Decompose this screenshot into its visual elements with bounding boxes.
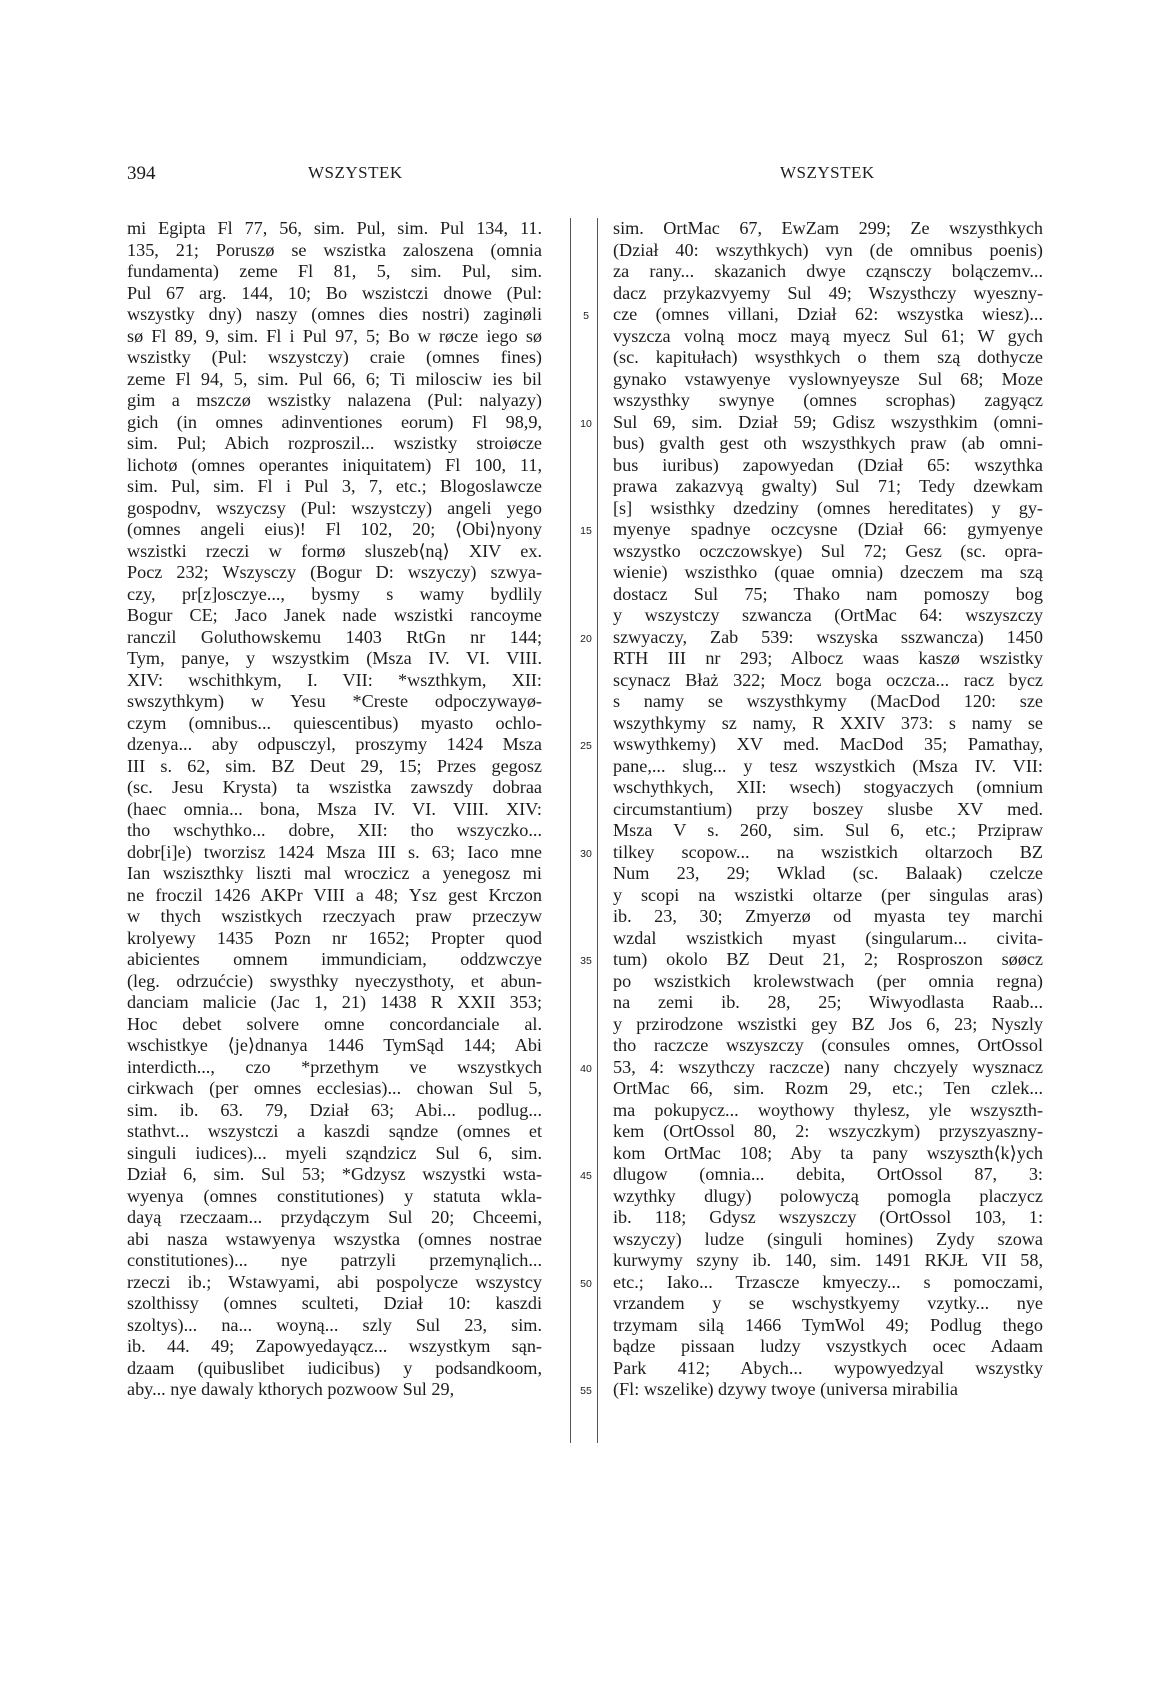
text-line: prawa zakazvyą gwalty) Sul 71; Tedy dzewkam bbox=[613, 476, 1043, 496]
line-number: 55 bbox=[580, 1385, 592, 1397]
text-line: po wszistkich krolewstwach (per omnia regna) bbox=[613, 970, 1043, 991]
text-line: s namy se wszysthkymy (MacDod 120: sze bbox=[613, 691, 1043, 711]
line-number: 50 bbox=[580, 1277, 592, 1290]
text-line: III s. 62, sim. BZ Deut 29, 15; Przes gegosz bbox=[127, 755, 542, 776]
text-line: scynacz Błaż 322; Mocz boga oczcza... racz bycz bbox=[613, 669, 1043, 690]
line-number: 20 bbox=[580, 632, 592, 645]
line-number: 45 bbox=[580, 1170, 592, 1182]
text-line: etc.; Iako... Trzascze kmyeczy... s pomoczami, bbox=[613, 1271, 1043, 1292]
line-number: 15 bbox=[580, 525, 592, 537]
line-number: 40 bbox=[580, 1062, 592, 1075]
text-line: gospodnv, wszyczsy (Pul: wszystczy) angeli yego bbox=[127, 497, 542, 518]
text-line: bądze pissaan ludzy vszystkych ocec Adaam bbox=[613, 1336, 1043, 1356]
text-line: tilkey scopow... na wszistkich oltarzoch BZ bbox=[613, 841, 1043, 862]
text-line: wszystky dny) naszy (omnes dies nostri) zaginøli bbox=[127, 304, 542, 324]
text-line: tho raczcze wszyszczy (consules omnes, OrtOssol bbox=[613, 1035, 1043, 1055]
text-line: aby... nye dawaly kthorych pozwoow Sul 29, bbox=[127, 1379, 455, 1399]
text-line: w thych wszistkych rzeczyach praw przeczyw bbox=[127, 906, 542, 926]
text-line: ma pokupycz... woythowy thylesz, yle wszyszth- bbox=[613, 1099, 1043, 1120]
text-line: Park 412; Abych... wypowyedzyal wszystky bbox=[613, 1357, 1043, 1378]
column-rule-left bbox=[570, 218, 571, 1443]
text-line: pane,... slug... y tesz wszystkich (Msza IV. VII: bbox=[613, 755, 1043, 776]
text-line: danciam malicie (Jac 1, 21) 1438 R XXII 353; bbox=[127, 992, 542, 1012]
text-line: ranczil Goluthowskemu 1403 RtGn nr 144; bbox=[127, 626, 542, 647]
text-line: dzenya... aby odpusczyl, proszymy 1424 Msza bbox=[127, 734, 542, 754]
left-column bbox=[127, 218, 542, 1401]
text-line: czy, pr[z]osczye..., bysmy s wamy bydlily bbox=[127, 583, 542, 604]
text-line: Msza V s. 260, sim. Sul 6, etc.; Przipraw bbox=[613, 820, 1043, 840]
text-line: vrzandem y se wschystkyemy vzytky... nye bbox=[613, 1293, 1043, 1313]
text-line: wszistki rzeczi w formø sluszeb⟨ną⟩ XIV ex. bbox=[127, 540, 542, 561]
text-line: ne froczil 1426 AKPr VIII a 48; Ysz gest Krczon bbox=[127, 884, 542, 905]
text-line: wienie) wszisthko (quae omnia) dzeczem ma szą bbox=[613, 562, 1043, 582]
text-line: szwyaczy, Zab 539: wszyska sszwancza) 1450 bbox=[613, 626, 1043, 647]
text-line: gich (in omnes adinventiones eorum) Fl 98,9, bbox=[127, 411, 542, 432]
text-line: wszythkymy sz namy, R XXIV 373: s namy se bbox=[613, 712, 1043, 733]
text-line: interdicth..., czo *przethym ve wszystkych bbox=[127, 1056, 542, 1077]
text-line: circumstantium) przy boszey slusbe XV med. bbox=[613, 798, 1043, 819]
column-rule-right bbox=[597, 218, 598, 1443]
text-line: czym (omnibus... quiescentibus) myasto ochlo- bbox=[127, 712, 542, 733]
text-line: wyenya (omnes constitutiones) y statuta wkla- bbox=[127, 1185, 542, 1206]
text-line: ib. 118; Gdysz wszyszczy (OrtOssol 103, 1: bbox=[613, 1207, 1043, 1227]
text-line: Pul 67 arg. 144, 10; Bo wszistczi dnowe (Pul: bbox=[127, 282, 542, 303]
text-line: y wszystczy szwancza (OrtMac 64: wszyszczy bbox=[613, 605, 1043, 625]
text-line: swszythkym) w Yesu *Creste odpoczywayø- bbox=[127, 691, 542, 711]
text-line: zeme Fl 94, 5, sim. Pul 66, 6; Ti milosciw ies bil bbox=[127, 368, 542, 389]
text-line: trzymam silą 1466 TymWol 49; Podlug thego bbox=[613, 1314, 1043, 1335]
text-line: (sc. Jesu Krysta) ta wszistka zawszdy dobraa bbox=[127, 777, 542, 797]
text-line: abi nasza wstawyenya wszystka (omnes nostrae bbox=[127, 1228, 542, 1249]
text-line: cirkwach (per omnes ecclesias)... chowan Sul 5, bbox=[127, 1078, 542, 1098]
text-line: cze (omnes villani, Dział 62: wszystka wiesz)... bbox=[613, 304, 1043, 324]
text-line: RTH III nr 293; Albocz waas kaszø wszistky bbox=[613, 648, 1043, 668]
text-line: tum) okolo BZ Deut 21, 2; Rosproszon søøcz bbox=[613, 949, 1043, 969]
text-line: wszistky (Pul: wszystczy) craie (omnes fines) bbox=[127, 347, 542, 367]
line-number: 30 bbox=[580, 847, 592, 860]
text-line: sø Fl 89, 9, sim. Fl i Pul 97, 5; Bo w røcze iego sø bbox=[127, 325, 542, 346]
text-line: (Dział 40: wszythkych) vyn (de omnibus poenis) bbox=[613, 239, 1043, 260]
text-line: Dział 6, sim. Sul 53; *Gdzysz wszystki wsta- bbox=[127, 1164, 542, 1184]
text-line: krolyewy 1435 Pozn nr 1652; Propter quod bbox=[127, 927, 542, 948]
text-line: dacz przykazvyemy Sul 49; Wszysthczy wyeszny- bbox=[613, 282, 1043, 303]
text-line: Sul 69, sim. Dział 59; Gdisz wszysthkim (omni- bbox=[613, 411, 1043, 432]
text-line: za rany... skazanich dwye cząnsczy bolączemv... bbox=[613, 261, 1043, 281]
text-line: sim. Pul; Abich rozproszil... wszistky stroiøcze bbox=[127, 433, 542, 453]
text-line: y przirodzone wszistki gey BZ Jos 6, 23; Nyszly bbox=[613, 1013, 1043, 1034]
text-line: lichotø (omnes operantes iniquitatem) Fl 100, 11, bbox=[127, 454, 542, 475]
text-line: (Fl: wszelike) dzywy twoye (universa mirabilia bbox=[613, 1379, 958, 1399]
text-line: Hoc debet solvere omne concordanciale al. bbox=[127, 1013, 542, 1034]
text-line: singuli iudices)... myeli sząndzicz Sul 6, sim. bbox=[127, 1142, 542, 1163]
text-line: ib. 44. 49; Zapowyedayącz... wszystkym sąn- bbox=[127, 1336, 542, 1356]
text-line: stathvt... wszystczi a kaszdi sąndze (omnes et bbox=[127, 1121, 542, 1141]
text-line: wswythkemy) XV med. MacDod 35; Pamathay, bbox=[613, 734, 1043, 754]
line-number: 35 bbox=[580, 955, 592, 967]
text-line: dobr[i]e) tworzisz 1424 Msza III s. 63; Iaco mne bbox=[127, 841, 542, 862]
line-number: 10 bbox=[580, 417, 592, 430]
text-line: wzythky dlugy) polowyczą pomogla placzycz bbox=[613, 1185, 1043, 1206]
text-line: szolthissy (omnes sculteti, Dział 10: kaszdi bbox=[127, 1293, 542, 1313]
text-line: vyszcza volną mocz mayą myecz Sul 61; W gych bbox=[613, 325, 1043, 346]
text-line: (sc. kapitułach) wsysthkych o them szą dothycze bbox=[613, 347, 1043, 367]
text-line: [s] wsisthky dzedziny (omnes hereditates) y gy- bbox=[613, 497, 1043, 518]
text-line: bus iuribus) zapowyedan (Dział 65: wszythka bbox=[613, 454, 1043, 475]
text-line: y scopi na wszistki oltarze (per singulas aras) bbox=[613, 884, 1043, 905]
text-line: wszyczy) ludze (singuli homines) Zydy szowa bbox=[613, 1228, 1043, 1249]
text-line: XIV: wschithkym, I. VII: *wszthkym, XII: bbox=[127, 669, 542, 690]
text-line: bus) gvalth gest oth wszysthkych praw (ab omni- bbox=[613, 433, 1043, 453]
text-line: sim. ib. 63. 79, Dział 63; Abi... podlug... bbox=[127, 1099, 542, 1120]
text-line: dzaam (quibuslibet iudicibus) y podsandkoom, bbox=[127, 1357, 542, 1378]
text-line: abicientes omnem immundiciam, oddzwczye bbox=[127, 949, 542, 969]
text-line: Pocz 232; Wszysczy (Bogur D: wszyczy) szwya- bbox=[127, 562, 542, 582]
right-column bbox=[613, 218, 1043, 1401]
text-line: (haec omnia... bona, Msza IV. VI. VIII. XIV: bbox=[127, 798, 542, 819]
text-line: mi Egipta Fl 77, 56, sim. Pul, sim. Pul 134, 11. bbox=[127, 218, 542, 238]
text-line: gynako vstawyenye vyslownyeysze Sul 68; Moze bbox=[613, 368, 1043, 389]
text-line: Tym, panye, y wszystkim (Msza IV. VI. VIII. bbox=[127, 648, 542, 668]
text-line: szoltys)... na... woyną... szly Sul 23, sim. bbox=[127, 1314, 542, 1335]
text-line: (leg. odrzućcie) swysthky nyeczysthoty, et abun- bbox=[127, 970, 542, 991]
text-line: sim. OrtMac 67, EwZam 299; Ze wszysthkych bbox=[613, 218, 1043, 238]
text-line: na zemi ib. 28, 25; Wiwyodlasta Raab... bbox=[613, 992, 1043, 1012]
text-line: constitutiones)... nye patrzyli przemynąlich... bbox=[127, 1250, 542, 1270]
text-line: wschistkye ⟨je⟩dnanya 1446 TymSąd 144; Abi bbox=[127, 1035, 542, 1055]
text-line: wszystko oczczowskye) Sul 72; Gesz (sc. opra- bbox=[613, 540, 1043, 561]
line-number: 5 bbox=[583, 310, 589, 322]
text-line: wszysthky swynye (omnes scrophas) zagyącz bbox=[613, 390, 1043, 410]
text-line: rzeczi ib.; Wstawyami, abi pospolycze wszystcy bbox=[127, 1271, 542, 1292]
text-line: wschythkych, XII: wsech) stogyaczych (omnium bbox=[613, 777, 1043, 797]
text-line: myenye spadnye oczcysne (Dział 66: gymyenye bbox=[613, 519, 1043, 539]
text-line: Ian wsziszthky liszti mal wroczicz a yenegosz mi bbox=[127, 863, 542, 883]
text-line: Num 23, 29; Wklad (sc. Balaak) czelcze bbox=[613, 863, 1043, 883]
page-number: 394 bbox=[127, 163, 156, 184]
text-line: kurwymy szyny ib. 140, sim. 1491 RKJŁ VII 58, bbox=[613, 1250, 1043, 1270]
text-line: fundamenta) zeme Fl 81, 5, sim. Pul, sim. bbox=[127, 261, 542, 281]
text-line: gim a mszczø wszistky nalazena (Pul: nalyazy) bbox=[127, 390, 542, 410]
running-head-right: WSZYSTEK bbox=[780, 163, 875, 182]
text-line: ib. 23, 30; Zmyerzø od myasta tey marchi bbox=[613, 906, 1043, 926]
text-line: kom OrtMac 108; Aby ta pany wszyszth⟨k⟩ych bbox=[613, 1142, 1043, 1163]
text-line: (omnes angeli eius)! Fl 102, 20; ⟨Obi⟩nyony bbox=[127, 519, 542, 539]
text-line: dostacz Sul 75; Thako nam pomoszy bog bbox=[613, 583, 1043, 604]
text-line: wzdal wszistkich myast (singularum... civita- bbox=[613, 927, 1043, 948]
text-line: tho wschythko... dobre, XII: tho wszyczko... bbox=[127, 820, 542, 840]
text-line: dlugow (omnia... debita, OrtOssol 87, 3: bbox=[613, 1164, 1043, 1184]
text-line: OrtMac 66, sim. Rozm 29, etc.; Ten czlek... bbox=[613, 1078, 1043, 1098]
text-line: 135, 21; Poruszø se wszistka zaloszena (omnia bbox=[127, 239, 542, 260]
text-line: kem (OrtOssol 80, 2: wszyczkym) przyszyaszny- bbox=[613, 1121, 1043, 1141]
text-line: dayą rzeczaam... przydączym Sul 20; Chceemi, bbox=[127, 1207, 542, 1227]
running-head-left: WSZYSTEK bbox=[308, 163, 403, 182]
text-line: Bogur CE; Jaco Janek nade wszistki rancoyme bbox=[127, 605, 542, 625]
text-line: 53, 4: wszythczy raczcze) nany chczyely wysznacz bbox=[613, 1056, 1043, 1077]
text-line: sim. Pul, sim. Fl i Pul 3, 7, etc.; Blogoslawcze bbox=[127, 476, 542, 496]
line-number: 25 bbox=[580, 740, 592, 752]
